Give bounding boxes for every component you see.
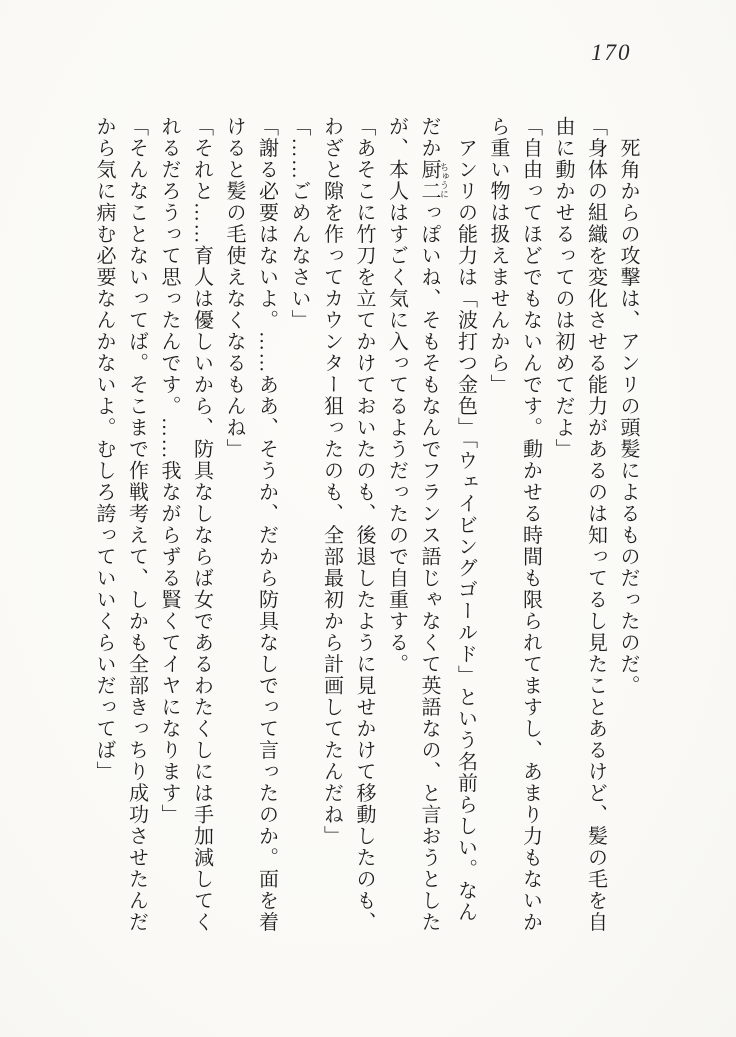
text-line: 「……ごめんなさい」 — [288, 116, 310, 331]
text-line: 死角からの攻撃は、アンリの頭髪によるものだったのだ。 — [617, 116, 639, 697]
text-line: わざと隙を作ってカウンター狙ったのも、全部最初から計画してたんだね」 — [320, 116, 343, 847]
text-line: だか厨二 ちゅうにっぽいね、そもそもなんでフランス語じゃなくて英語なの、と言おうとした — [418, 116, 449, 933]
text-line: 「あそこに竹刀を立てかけておいたのも、後退したように見せかけて移動したのも、 — [353, 116, 375, 933]
text-line: れるだろうって思ったんです。……我ながらずる賢くてイヤになります」 — [158, 116, 180, 826]
text-line: 「それと……育人は優しいから、防具なしならば女であるわたくしには手加減してく — [190, 116, 213, 933]
text-line: アンリの能力は「波打つ金色」「ウェイビングゴールド」という名前らしい。なん — [454, 116, 477, 923]
text-block — [88, 116, 645, 933]
text-line: けると髪の毛使えなくなるもんね」 — [223, 116, 245, 460]
text-line: が、本人はすごく気に入ってるようだったので自重する。 — [385, 116, 408, 675]
text-line: 「自由ってほどでもないんです。動かせる時間も限られてますし、あまり力もないか — [519, 116, 542, 933]
text-line: から気に病む必要なんかないよ。むしろ誇っていいくらいだってば」 — [93, 116, 115, 783]
furigana-ruby: 厨二 ちゅうに — [418, 159, 449, 202]
text-line: 「そんなことないってば。そこまで作戦考えて、しかも全部きっちり成功させたんだ — [125, 116, 148, 933]
text-line: 由に動かせるってのは初めてだよ」 — [552, 116, 574, 460]
text-line: ら重い物は扱えませんから」 — [487, 116, 509, 396]
page-number: 170 — [591, 40, 632, 65]
text-line: 「身体の組織を変化させる能力があるのは知ってるし見たことあるけど、髪の毛を自 — [584, 116, 607, 933]
text-line: 「謝る必要はないよ。……ああ、そうか、だから防具なしでって言ったのか。面を着 — [255, 116, 278, 933]
